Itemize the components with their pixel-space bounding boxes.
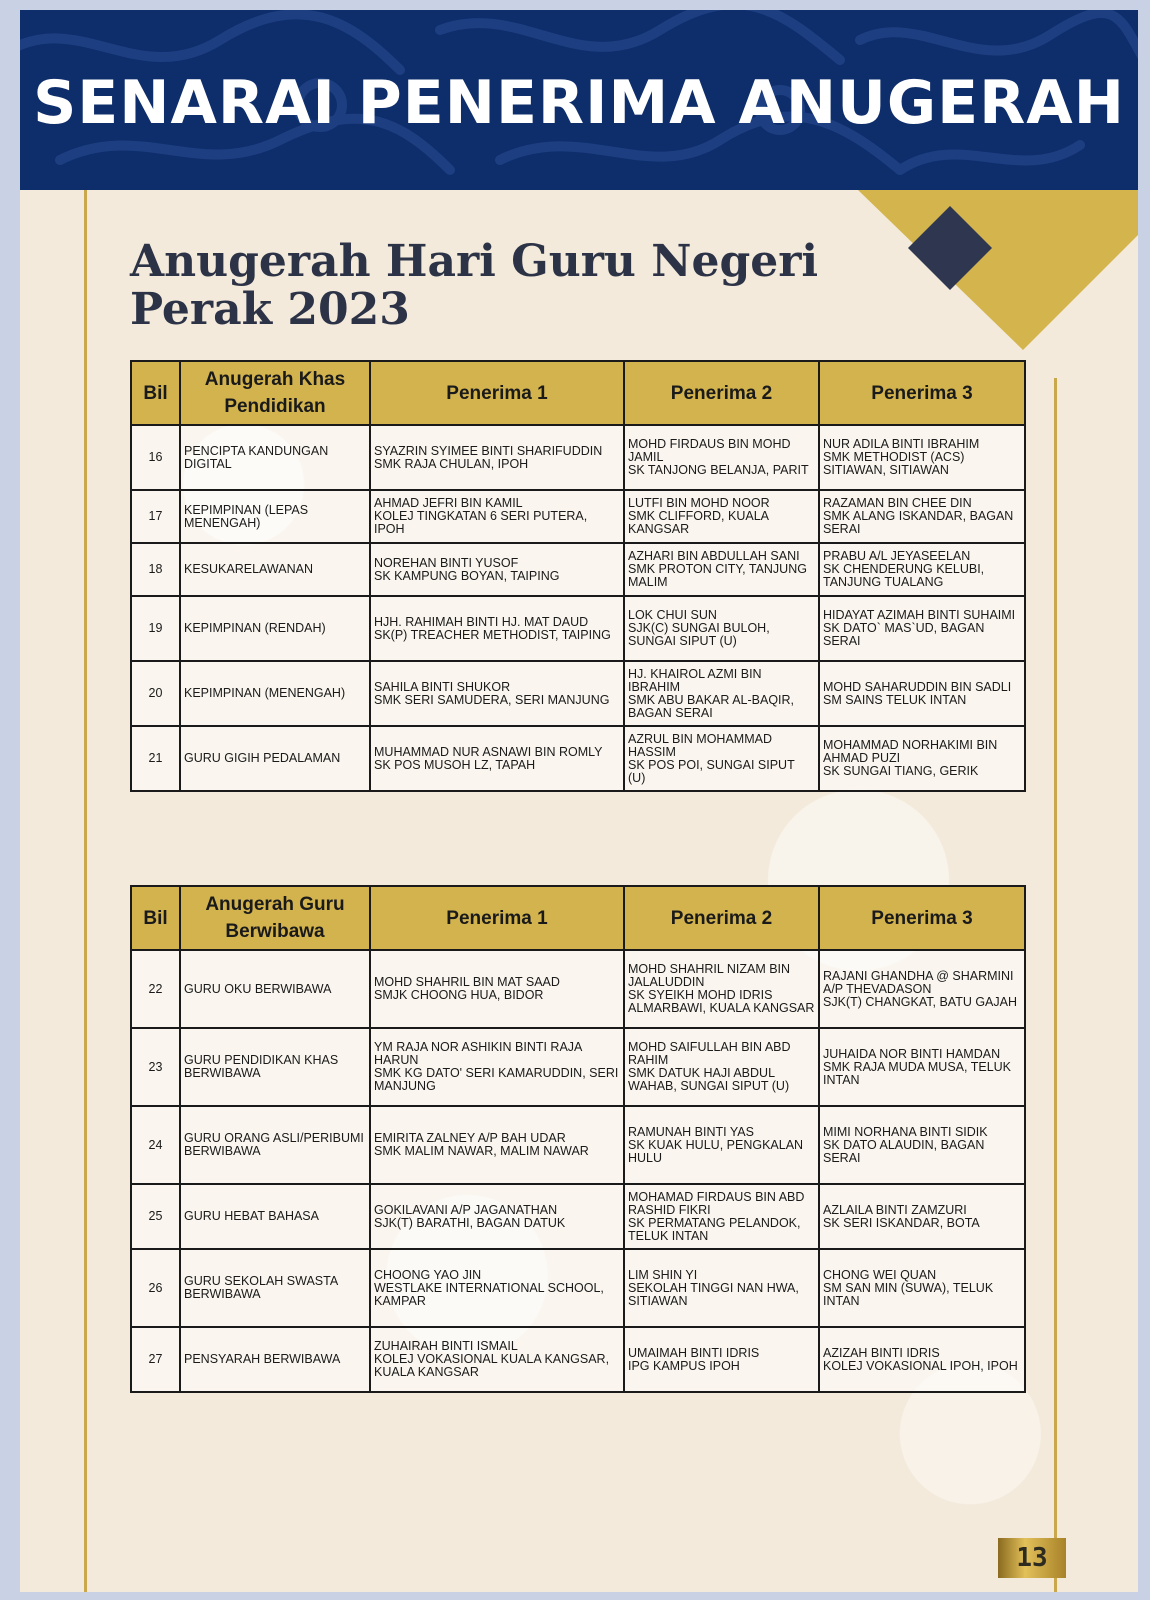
awards-table-khas-pendidikan: [130, 360, 1026, 792]
recipient-1-cell: NOREHAN BINTI YUSOF SK KAMPUNG BOYAN, TAIPING: [370, 543, 624, 596]
table-row: [131, 425, 1025, 490]
row-number: 16: [131, 425, 180, 490]
row-number: 18: [131, 543, 180, 596]
recipient-1-cell: EMIRITA ZALNEY A/P BAH UDAR SMK MALIM NAWAR, MALIM NAWAR: [370, 1106, 624, 1184]
row-number: 20: [131, 661, 180, 726]
recipient-3-cell: PRABU A/L JEYASEELAN SK CHENDERUNG KELUBI, TANJUNG TUALANG: [819, 543, 1025, 596]
row-number: 24: [131, 1106, 180, 1184]
recipient-3-cell: RAJANI GHANDHA @ SHARMINI A/P THEVADASON SJK(T) CHANGKAT, BATU GAJAH: [819, 950, 1025, 1028]
award-category: GURU GIGIH PEDALAMAN: [180, 726, 370, 791]
recipient-2-cell: RAMUNAH BINTI YAS SK KUAK HULU, PENGKALAN HULU: [624, 1106, 819, 1184]
table-row: [131, 661, 1025, 726]
row-number: 27: [131, 1327, 180, 1392]
column-header: Penerima 2: [624, 361, 819, 425]
table-row: [131, 490, 1025, 543]
award-category: GURU HEBAT BAHASA: [180, 1184, 370, 1249]
document-page: [20, 10, 1138, 1592]
row-number: 22: [131, 950, 180, 1028]
awards-table-guru-berwibawa: [130, 885, 1026, 1393]
award-category: PENSYARAH BERWIBAWA: [180, 1327, 370, 1392]
table-header-row: [131, 361, 1025, 425]
recipient-3-cell: HIDAYAT AZIMAH BINTI SUHAIMI SK DATO` MAS`UD, BAGAN SERAI: [819, 596, 1025, 661]
recipient-1-cell: GOKILAVANI A/P JAGANATHAN SJK(T) BARATHI, BAGAN DATUK: [370, 1184, 624, 1249]
recipient-1-cell: HJH. RAHIMAH BINTI HJ. MAT DAUD SK(P) TREACHER METHODIST, TAIPING: [370, 596, 624, 661]
recipient-2-cell: MOHAMAD FIRDAUS BIN ABD RASHID FIKRI SK PERMATANG PELANDOK, TELUK INTAN: [624, 1184, 819, 1249]
recipient-2-cell: HJ. KHAIROL AZMI BIN IBRAHIM SMK ABU BAKAR AL-BAQIR, BAGAN SERAI: [624, 661, 819, 726]
column-header: Penerima 1: [370, 886, 624, 950]
gold-rule-left: [84, 190, 87, 1592]
recipient-2-cell: MOHD SAIFULLAH BIN ABD RAHIM SMK DATUK HAJI ABDUL WAHAB, SUNGAI SIPUT (U): [624, 1028, 819, 1106]
page-banner-title: SENARAI PENERIMA ANUGERAH: [33, 68, 1125, 138]
page-number-badge: 13: [998, 1538, 1066, 1578]
recipient-1-cell: MOHD SHAHRIL BIN MAT SAAD SMJK CHOONG HUA, BIDOR: [370, 950, 624, 1028]
recipient-3-cell: AZIZAH BINTI IDRIS KOLEJ VOKASIONAL IPOH, IPOH: [819, 1327, 1025, 1392]
award-category: GURU PENDIDIKAN KHAS BERWIBAWA: [180, 1028, 370, 1106]
row-number: 25: [131, 1184, 180, 1249]
row-number: 23: [131, 1028, 180, 1106]
recipient-3-cell: AZLAILA BINTI ZAMZURI SK SERI ISKANDAR, BOTA: [819, 1184, 1025, 1249]
table-row: [131, 596, 1025, 661]
column-header: Penerima 3: [819, 361, 1025, 425]
row-number: 17: [131, 490, 180, 543]
recipient-2-cell: MOHD FIRDAUS BIN MOHD JAMIL SK TANJONG BELANJA, PARIT: [624, 425, 819, 490]
table-row: [131, 1028, 1025, 1106]
recipient-1-cell: YM RAJA NOR ASHIKIN BINTI RAJA HARUN SMK KG DATO' SERI KAMARUDDIN, SERI MANJUNG: [370, 1028, 624, 1106]
header-banner: [20, 10, 1138, 190]
recipient-3-cell: RAZAMAN BIN CHEE DIN SMK ALANG ISKANDAR, BAGAN SERAI: [819, 490, 1025, 543]
recipient-2-cell: MOHD SHAHRIL NIZAM BIN JALALUDDIN SK SYEIKH MOHD IDRIS ALMARBAWI, KUALA KANGSAR: [624, 950, 819, 1028]
table-row: [131, 1249, 1025, 1327]
award-category: GURU SEKOLAH SWASTA BERWIBAWA: [180, 1249, 370, 1327]
recipient-1-cell: SYAZRIN SYIMEE BINTI SHARIFUDDIN SMK RAJA CHULAN, IPOH: [370, 425, 624, 490]
recipient-1-cell: CHOONG YAO JIN WESTLAKE INTERNATIONAL SCHOOL, KAMPAR: [370, 1249, 624, 1327]
column-header: Bil: [131, 886, 180, 950]
table-row: [131, 1327, 1025, 1392]
recipient-3-cell: MOHAMMAD NORHAKIMI BIN AHMAD PUZI SK SUNGAI TIANG, GERIK: [819, 726, 1025, 791]
table-header-row: [131, 886, 1025, 950]
award-category: GURU OKU BERWIBAWA: [180, 950, 370, 1028]
section-heading: [130, 238, 830, 334]
table-row: [131, 950, 1025, 1028]
recipient-2-cell: LIM SHIN YI SEKOLAH TINGGI NAN HWA, SITIAWAN: [624, 1249, 819, 1327]
table-row: [131, 1106, 1025, 1184]
recipient-3-cell: MOHD SAHARUDDIN BIN SADLI SM SAINS TELUK INTAN: [819, 661, 1025, 726]
award-category: PENCIPTA KANDUNGAN DIGITAL: [180, 425, 370, 490]
recipient-2-cell: UMAIMAH BINTI IDRIS IPG KAMPUS IPOH: [624, 1327, 819, 1392]
recipient-2-cell: LOK CHUI SUN SJK(C) SUNGAI BULOH, SUNGAI SIPUT (U): [624, 596, 819, 661]
recipient-1-cell: ZUHAIRAH BINTI ISMAIL KOLEJ VOKASIONAL KUALA KANGSAR, KUALA KANGSAR: [370, 1327, 624, 1392]
recipient-3-cell: NUR ADILA BINTI IBRAHIM SMK METHODIST (ACS) SITIAWAN, SITIAWAN: [819, 425, 1025, 490]
award-category: KEPIMPINAN (LEPAS MENENGAH): [180, 490, 370, 543]
column-header: Anugerah Guru Berwibawa: [180, 886, 370, 950]
column-header: Anugerah Khas Pendidikan: [180, 361, 370, 425]
column-header: Penerima 2: [624, 886, 819, 950]
column-header: Bil: [131, 361, 180, 425]
section-heading-line-1: Anugerah Hari Guru Negeri: [130, 236, 819, 287]
gold-corner-ornament: [858, 190, 1138, 360]
section-heading-line-2: Perak 2023: [130, 284, 410, 335]
column-header: Penerima 1: [370, 361, 624, 425]
recipient-2-cell: LUTFI BIN MOHD NOOR SMK CLIFFORD, KUALA KANGSAR: [624, 490, 819, 543]
table-row: [131, 726, 1025, 791]
recipient-1-cell: SAHILA BINTI SHUKOR SMK SERI SAMUDERA, SERI MANJUNG: [370, 661, 624, 726]
award-category: KESUKARELAWANAN: [180, 543, 370, 596]
table-row: [131, 1184, 1025, 1249]
recipient-3-cell: JUHAIDA NOR BINTI HAMDAN SMK RAJA MUDA MUSA, TELUK INTAN: [819, 1028, 1025, 1106]
award-category: KEPIMPINAN (RENDAH): [180, 596, 370, 661]
recipient-2-cell: AZRUL BIN MOHAMMAD HASSIM SK POS POI, SUNGAI SIPUT (U): [624, 726, 819, 791]
award-category: GURU ORANG ASLI/PERIBUMI BERWIBAWA: [180, 1106, 370, 1184]
recipient-2-cell: AZHARI BIN ABDULLAH SANI SMK PROTON CITY, TANJUNG MALIM: [624, 543, 819, 596]
row-number: 26: [131, 1249, 180, 1327]
recipient-3-cell: CHONG WEI QUAN SM SAN MIN (SUWA), TELUK INTAN: [819, 1249, 1025, 1327]
table-row: [131, 543, 1025, 596]
row-number: 19: [131, 596, 180, 661]
recipient-1-cell: AHMAD JEFRI BIN KAMIL KOLEJ TINGKATAN 6 SERI PUTERA, IPOH: [370, 490, 624, 543]
recipient-1-cell: MUHAMMAD NUR ASNAWI BIN ROMLY SK POS MUSOH LZ, TAPAH: [370, 726, 624, 791]
award-category: KEPIMPINAN (MENENGAH): [180, 661, 370, 726]
row-number: 21: [131, 726, 180, 791]
gold-rule-right: [1054, 378, 1057, 1592]
column-header: Penerima 3: [819, 886, 1025, 950]
recipient-3-cell: MIMI NORHANA BINTI SIDIK SK DATO ALAUDIN, BAGAN SERAI: [819, 1106, 1025, 1184]
